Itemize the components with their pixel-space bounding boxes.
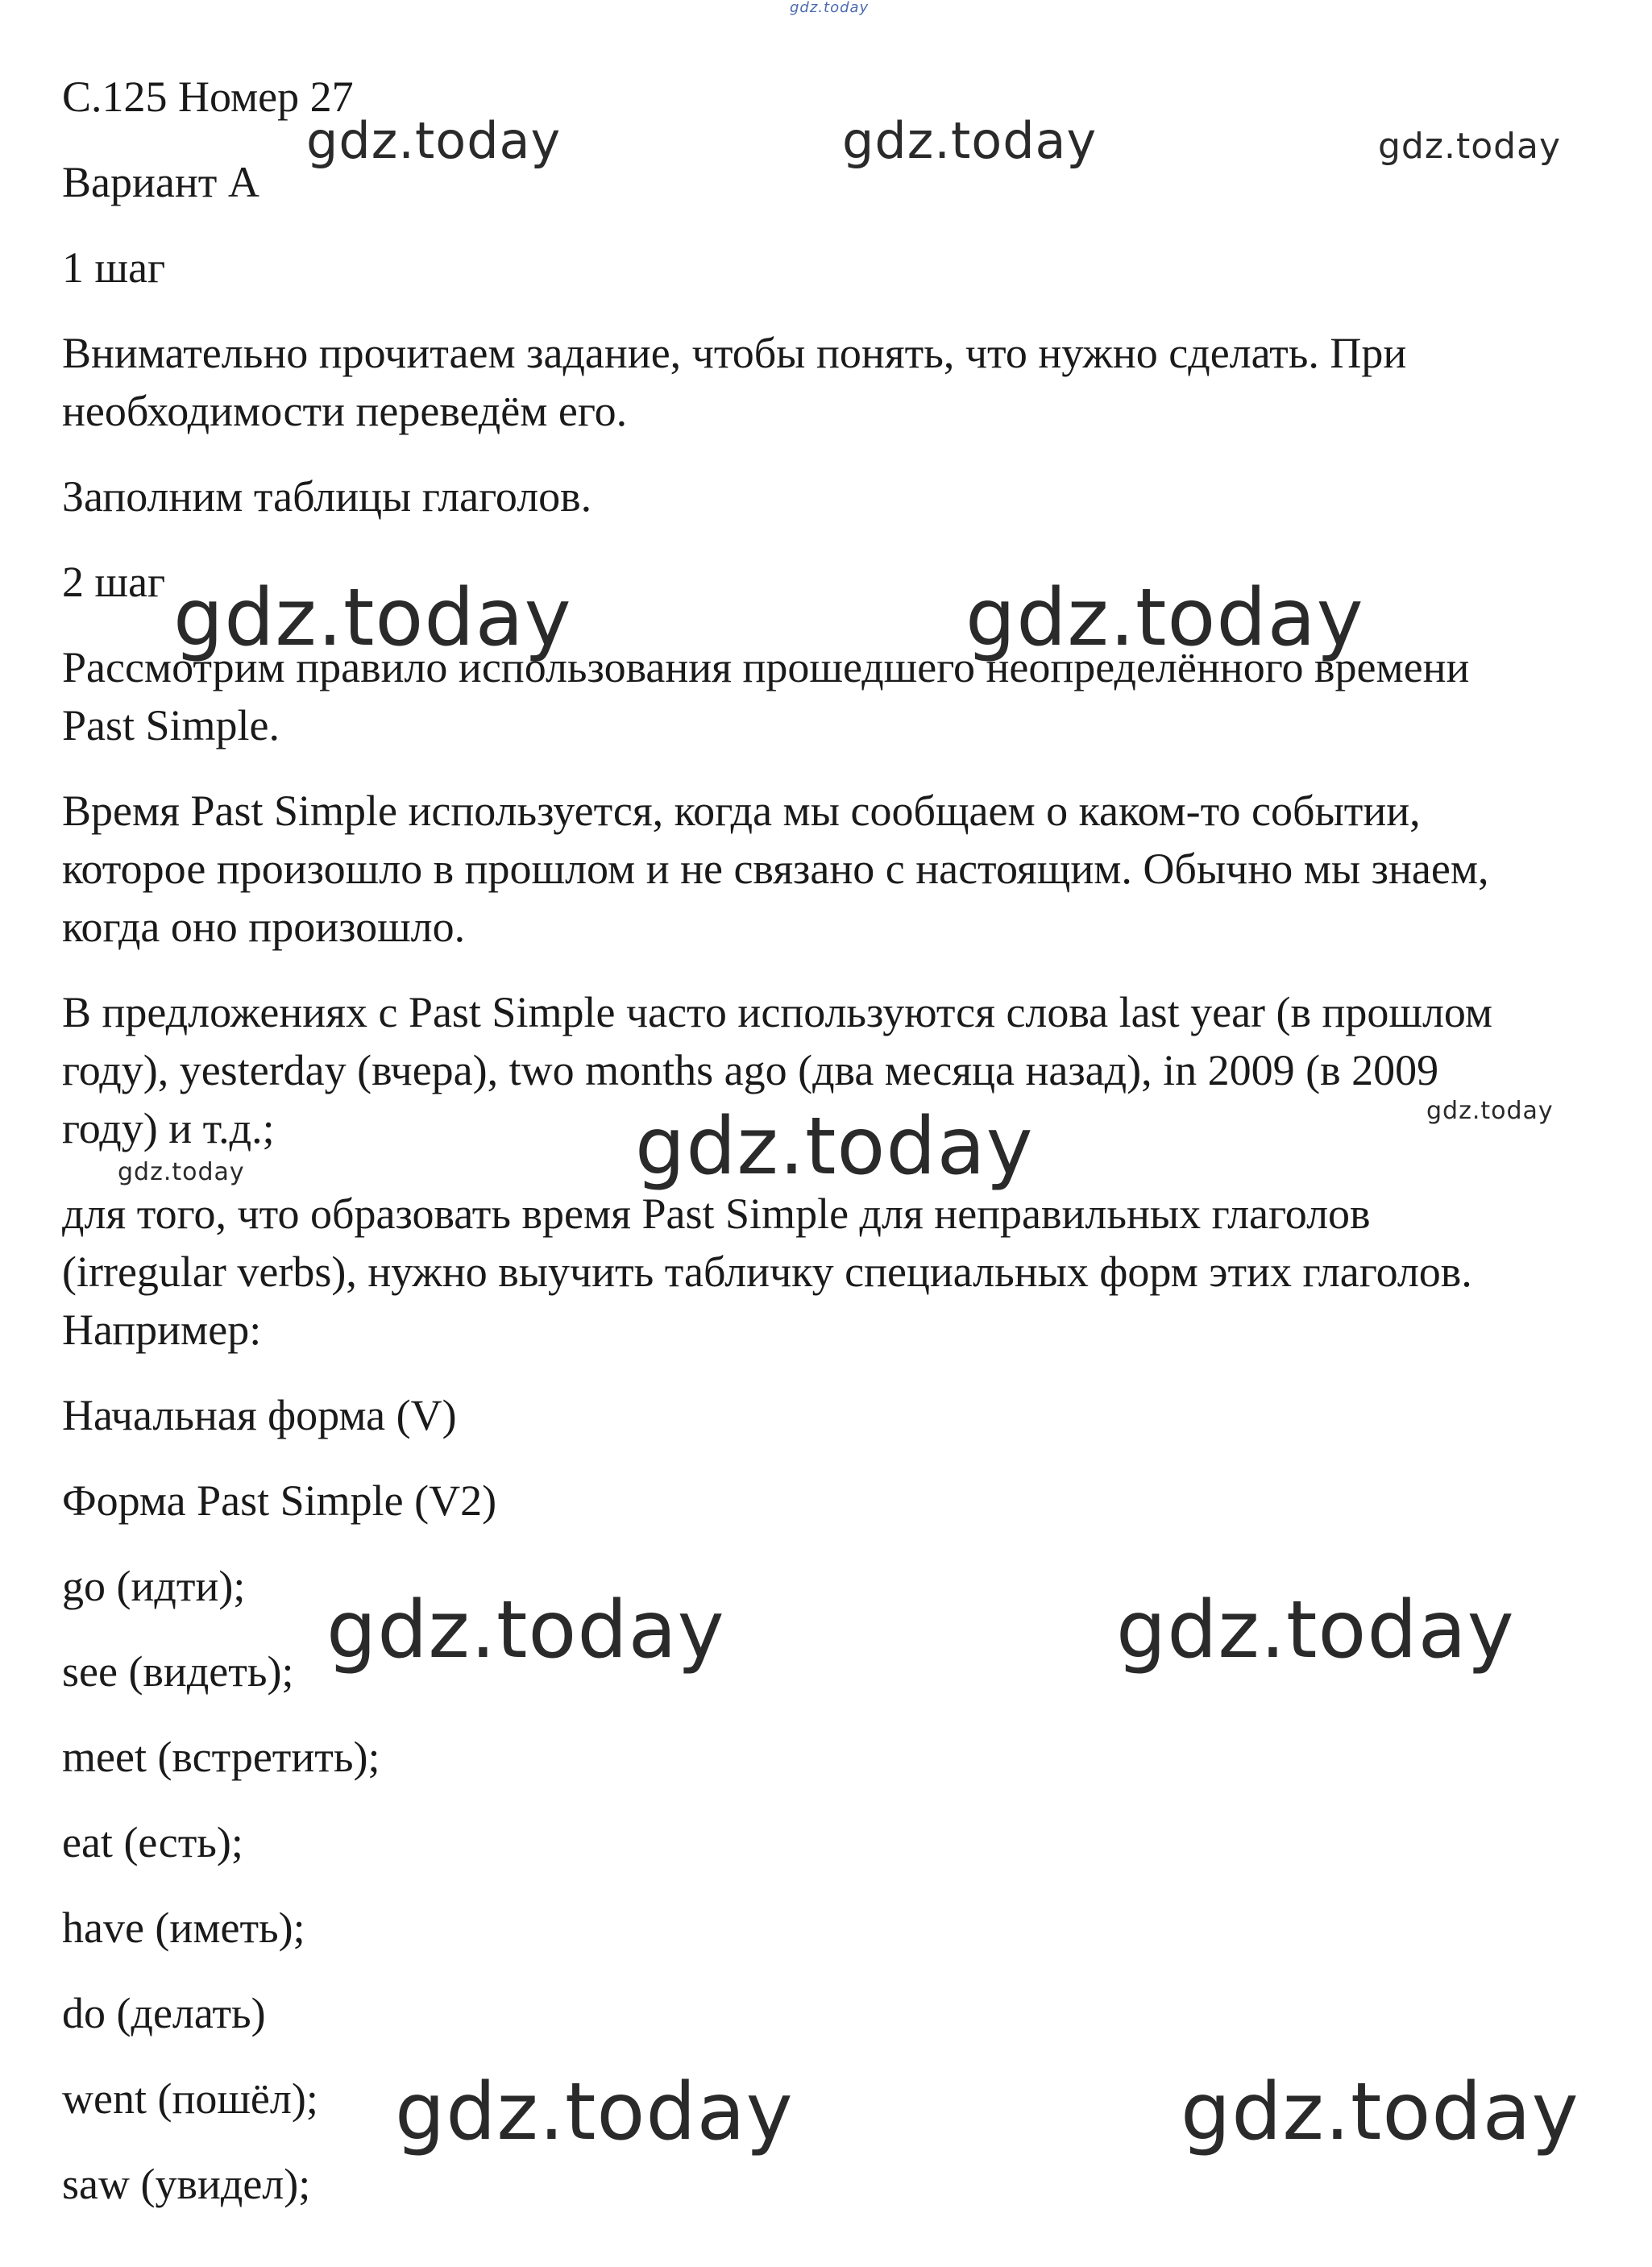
watermark: gdz.today <box>173 572 572 664</box>
watermark: gdz.today <box>395 2066 794 2158</box>
paragraph-line: Время Past Simple используется, когда мы сообщаем о каком-то событии, <box>62 787 1421 835</box>
paragraph-line: Внимательно прочитаем задание, чтобы понять, что нужно сделать. При <box>62 329 1407 377</box>
paragraph-line: Рассмотрим правило использования прошедшего неопределённого времени <box>62 643 1470 691</box>
paragraph-line: для того, что образовать время Past Simple для неправильных глаголов <box>62 1190 1371 1238</box>
task-title: С.125 Номер 27 <box>62 73 354 121</box>
paragraph-line: необходимости переведём его. <box>62 387 628 435</box>
step-2-label: 2 шаг <box>62 558 166 606</box>
step-1-label: 1 шаг <box>62 243 166 292</box>
paragraph-line: когда оно произошло. <box>62 903 466 951</box>
watermark: gdz.today <box>965 572 1364 664</box>
list-item: went (пошёл); <box>62 2074 318 2123</box>
list-item: saw (увидел); <box>62 2160 311 2208</box>
watermark: gdz.today <box>1426 1097 1554 1125</box>
variant-label: Вариант A <box>62 158 259 206</box>
paragraph-line: В предложениях с Past Simple часто используются слова last year (в прошлом <box>62 988 1493 1036</box>
watermark: gdz.today <box>1378 126 1562 167</box>
watermark: gdz.today <box>1116 1584 1515 1676</box>
paragraph-line: Заполним таблицы глаголов. <box>62 472 592 521</box>
paragraph-line: Например: <box>62 1306 262 1354</box>
paragraph-line: году), yesterday (вчера), two months ago (два месяца назад), in 2009 (в 2009 <box>62 1046 1439 1094</box>
list-item: have (иметь); <box>62 1904 305 1952</box>
paragraph-line: которое произошло в прошлом и не связано с настоящим. Обычно мы знаем, <box>62 845 1489 893</box>
list-item: do (делать) <box>62 1989 266 2037</box>
watermark: gdz.today <box>306 111 562 170</box>
watermark: gdz.today <box>635 1101 1034 1193</box>
list-item: Форма Past Simple (V2) <box>62 1476 497 1525</box>
list-item: meet (встретить); <box>62 1733 380 1781</box>
list-item: go (идти); <box>62 1562 246 1610</box>
list-item: see (видеть); <box>62 1647 294 1696</box>
list-item: Начальная форма (V) <box>62 1391 457 1439</box>
watermark: gdz.today <box>842 111 1098 170</box>
paragraph-line: Past Simple. <box>62 701 280 749</box>
paragraph-line: году) и т.д.; <box>62 1104 275 1152</box>
header-watermark: gdz.today <box>790 0 870 16</box>
paragraph-line: (irregular verbs), нужно выучить табличку специальных форм этих глаголов. <box>62 1248 1472 1296</box>
list-item: eat (есть); <box>62 1818 243 1866</box>
watermark: gdz.today <box>118 1158 245 1186</box>
watermark: gdz.today <box>1181 2066 1579 2158</box>
watermark: gdz.today <box>326 1584 725 1676</box>
